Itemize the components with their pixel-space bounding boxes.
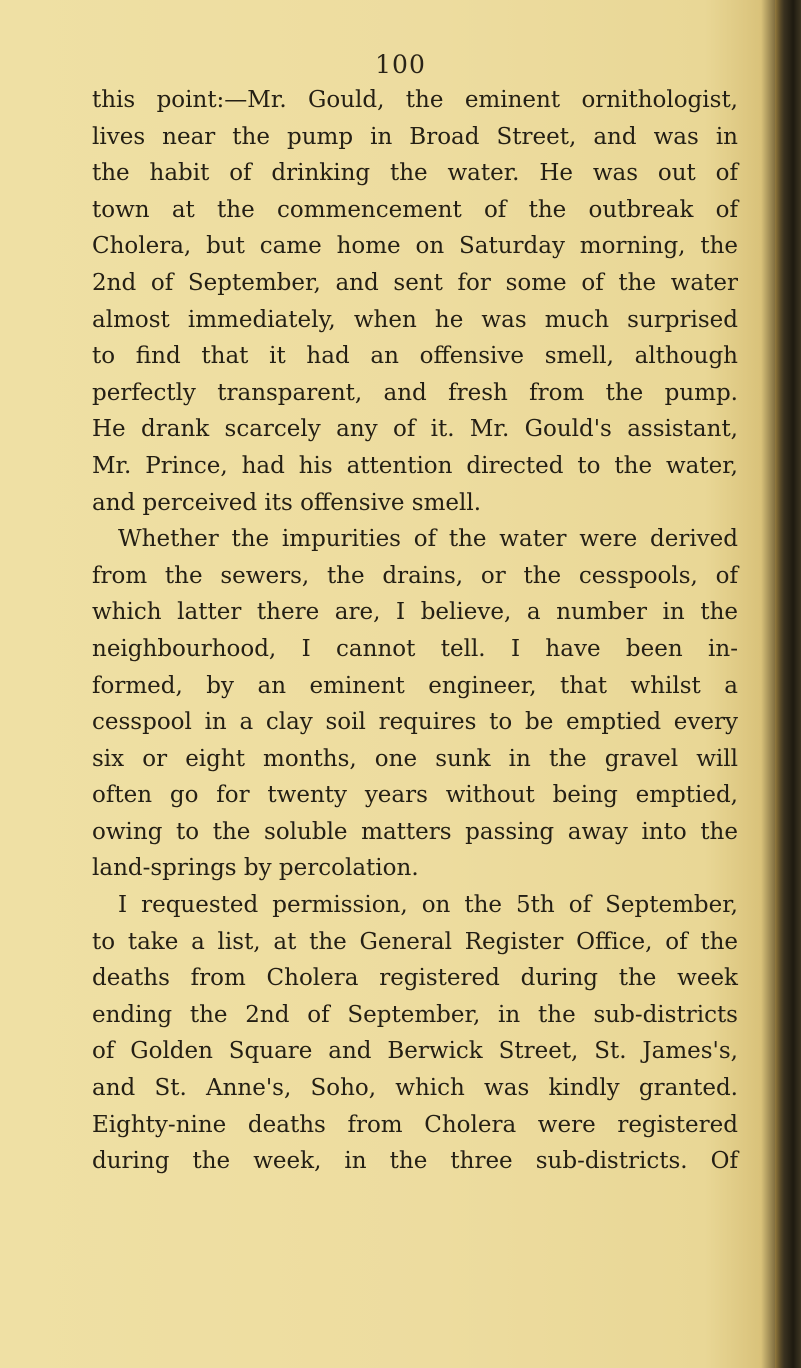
text-line: during the week, in the three sub-districts. Of (92, 1148, 738, 1175)
text-line: six or eight months, one sunk in the gravel will (92, 745, 738, 772)
text-line: which latter there are, I believe, a number in the (92, 599, 738, 626)
text-line: to find that it had an offensive smell, although (92, 343, 738, 370)
text-line: lives near the pump in Broad Street, and was in (92, 123, 738, 150)
text-line: to take a list, at the General Register Office, of the (92, 928, 738, 955)
text-line: the habit of drinking the water. He was out of (92, 160, 738, 187)
paragraph-start-line: I requested permission, on the 5th of September, (118, 892, 738, 919)
text-line: town at the commencement of the outbreak of (92, 196, 738, 223)
paragraph-end-line: and perceived its offensive smell. (92, 489, 482, 516)
text-line: Cholera, but came home on Saturday morning, the (92, 233, 738, 260)
text-line: deaths from Cholera registered during the week (92, 965, 738, 992)
text-line: from the sewers, the drains, or the cesspools, of (92, 562, 738, 589)
paragraph-start-line: Whether the impurities of the water were derived (118, 526, 738, 553)
text-line: of Golden Square and Berwick Street, St. James's, (92, 1038, 738, 1065)
text-line: neighbourhood, I cannot tell. I have been in- (92, 635, 738, 662)
body-text (92, 82, 738, 1180)
text-line: often go for twenty years without being emptied, (92, 782, 738, 809)
text-line: formed, by an eminent engineer, that whilst a (92, 672, 738, 699)
text-line: cesspool in a clay soil requires to be emptied every (92, 709, 738, 736)
text-line: 2nd of September, and sent for some of the water (92, 269, 738, 296)
text-line: this point:—Mr. Gould, the eminent ornithologist, (92, 87, 738, 113)
text-line: almost immediately, when he was much surprised (92, 306, 738, 333)
page-binding-edge (775, 0, 801, 1368)
text-line: Eighty-nine deaths from Cholera were registered (92, 1111, 738, 1138)
text-line: owing to the soluble matters passing away into the (92, 818, 738, 845)
text-line: perfectly transparent, and fresh from the pump. (92, 379, 738, 406)
page-number: 100 (375, 50, 426, 79)
text-line: ending the 2nd of September, in the sub-districts (92, 1001, 738, 1028)
text-line: He drank scarcely any of it. Mr. Gould's assistant, (92, 416, 738, 443)
paragraph-end-line: land-springs by percolation. (92, 855, 419, 882)
text-line: and St. Anne's, Soho, which was kindly granted. (92, 1075, 738, 1102)
text-line: Mr. Prince, had his attention directed to the water, (92, 452, 738, 479)
